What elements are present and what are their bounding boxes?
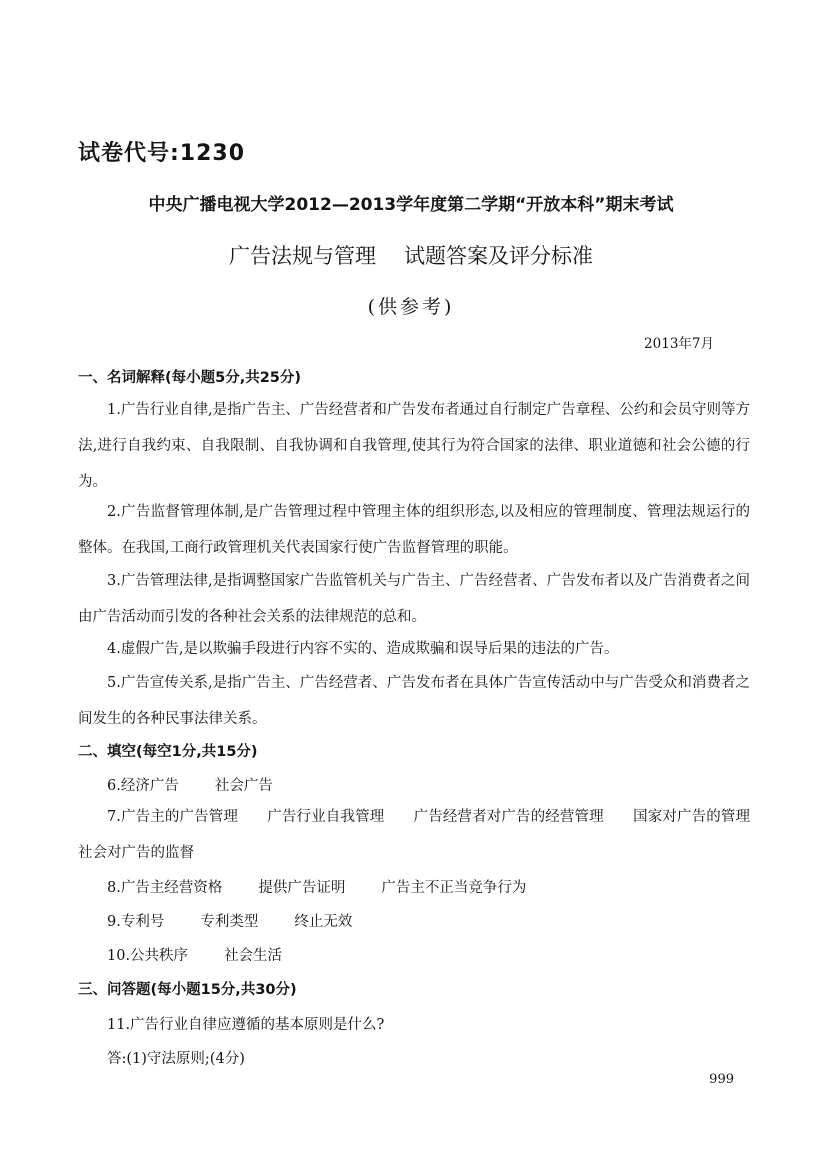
definition-item-3: 3.广告管理法律,是指调整国家广告监管机关与广告主、广告经营者、广告发布者以及广告消费者之间由广告活动而引发的各种社会关系的法律规范的总和。 [78,573,750,625]
subject-name: 广告法规与管理 [229,244,376,268]
page-number: 999 [709,1072,734,1087]
answer-title: 试题答案及评分标准 [404,244,593,268]
fill-answer-10: 10.公共秩序 社会生活 [107,948,283,964]
reference-note: (供参考) [367,296,455,318]
exam-date: 2013年7月 [644,336,714,352]
university-exam-line: 中央广播电视大学2012—2013学年度第二学期“开放本科”期末考试 [148,195,674,215]
fill-answer-6: 6.经济广告 社会广告 [107,778,273,794]
paper-code: 试卷代号:1230 [78,141,246,166]
section-3-title: 三、问答题(每小题15分,共30分) [78,982,297,998]
definition-item-5: 5.广告宣传关系,是指广告主、广告经营者、广告发布者在具体广告宣传活动中与广告受众和消费者之间发生的各种民事法律关系。 [78,675,750,727]
section-1-title: 一、名词解释(每小题5分,共25分) [78,370,302,386]
fill-answer-9: 9.专利号 专利类型 终止无效 [107,914,353,930]
fill-answer-7: 7.广告主的广告管理 广告行业自我管理 广告经营者对广告的经营管理 国家对广告的管理 社会对广告的监督 [78,809,779,861]
definition-item-2: 2.广告监督管理体制,是广告管理过程中管理主体的组织形态,以及相应的管理制度、管理法规运行的整体。在我国,工商行政管理机关代表国家行使广告监督管理的职能。 [78,504,750,556]
page-title [0,240,822,270]
answer-11: 答:(1)守法原则;(4分) [107,1051,245,1067]
section-2-title: 二、填空(每空1分,共15分) [78,744,258,760]
definition-item-1: 1.广告行业自律,是指广告主、广告经营者和广告发布者通过自行制定广告章程、公约和会员守则等方法,进行自我约束、自我限制、自我协调和自我管理,使其行为符合国家的法律、职业道德和社会公德的行为。 [78,402,750,490]
definition-item-4: 4.虚假广告,是以欺骗手段进行内容不实的、造成欺骗和误导后果的违法的广告。 [107,641,619,657]
fill-answer-8: 8.广告主经营资格 提供广告证明 广告主不正当竞争行为 [107,880,527,896]
question-11: 11.广告行业自律应遵循的基本原则是什么? [107,1017,385,1033]
